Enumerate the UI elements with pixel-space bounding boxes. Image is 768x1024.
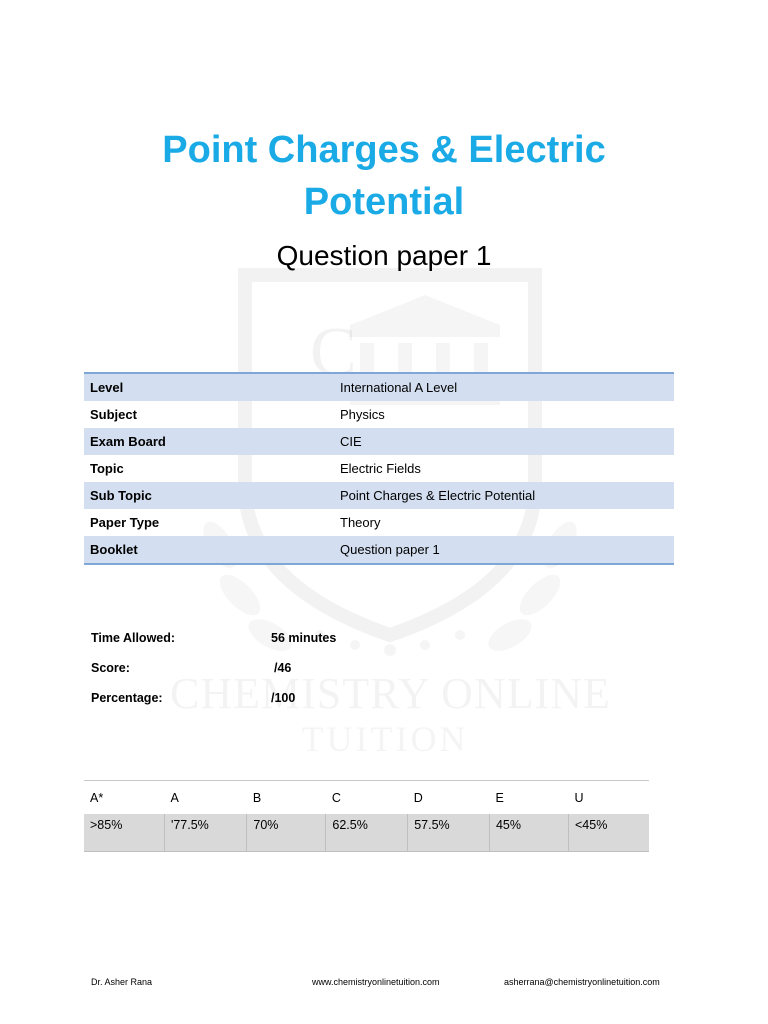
info-value: Physics xyxy=(340,407,385,422)
info-key: Subject xyxy=(90,407,137,422)
score-value: /46 xyxy=(274,661,292,675)
grade-value: 70% xyxy=(247,814,326,852)
score-label: Score: xyxy=(91,661,130,675)
grade-header: A xyxy=(170,790,179,805)
info-key: Level xyxy=(84,373,334,401)
grade-value: 45% xyxy=(489,814,568,852)
document-subtitle: Question paper 1 xyxy=(276,240,492,271)
grade-value: 62.5% xyxy=(326,814,408,852)
footer-website: www.chemistryonlinetuition.com xyxy=(312,977,440,987)
title-line-2: Potential xyxy=(303,181,465,223)
info-value: CIE xyxy=(334,428,674,455)
grade-header: U xyxy=(574,790,584,805)
table-row xyxy=(84,455,674,482)
info-key: Paper Type xyxy=(90,515,160,530)
grade-value: 57.5% xyxy=(408,814,490,852)
info-value: Point Charges & Electric Potential xyxy=(334,482,674,509)
footer-email: asherrana@chemistryonlinetuition.com xyxy=(504,977,660,987)
info-value: International A Level xyxy=(334,373,674,401)
svg-text:C: C xyxy=(310,314,357,391)
info-key: Topic xyxy=(90,461,124,476)
watermark-text xyxy=(170,668,600,719)
table-row xyxy=(84,482,674,509)
table-row xyxy=(84,536,674,564)
table-row xyxy=(84,509,674,536)
info-key: Sub Topic xyxy=(84,482,334,509)
grade-value: <45% xyxy=(568,814,649,852)
document-title xyxy=(0,124,768,228)
table-row xyxy=(84,814,649,852)
grade-header: E xyxy=(495,790,504,805)
footer-author: Dr. Asher Rana xyxy=(91,977,153,987)
table-row xyxy=(84,401,674,428)
grade-value: >85% xyxy=(84,814,164,852)
grade-header: B xyxy=(252,790,262,805)
grade-value: '77.5% xyxy=(164,814,246,852)
table-row xyxy=(84,428,674,455)
grade-boundaries-table xyxy=(84,780,649,852)
info-value: Question paper 1 xyxy=(334,536,674,564)
percentage-label: Percentage: xyxy=(91,691,163,705)
grade-header: C xyxy=(331,790,341,805)
info-value: Theory xyxy=(340,515,381,530)
info-value: Electric Fields xyxy=(340,461,421,476)
paper-info-table xyxy=(84,372,674,565)
table-row xyxy=(84,781,649,815)
table-row xyxy=(84,373,674,401)
grade-header: A* xyxy=(90,790,104,805)
percentage-value: /100 xyxy=(271,691,296,705)
time-allowed-label: Time Allowed: xyxy=(91,631,176,645)
title-line-1: Point Charges & Electric xyxy=(162,129,606,171)
info-key: Exam Board xyxy=(84,428,334,455)
grade-header: D xyxy=(413,790,423,805)
info-key: Booklet xyxy=(84,536,334,564)
watermark-subtext xyxy=(170,718,600,760)
time-allowed-value: 56 minutes xyxy=(271,631,337,645)
